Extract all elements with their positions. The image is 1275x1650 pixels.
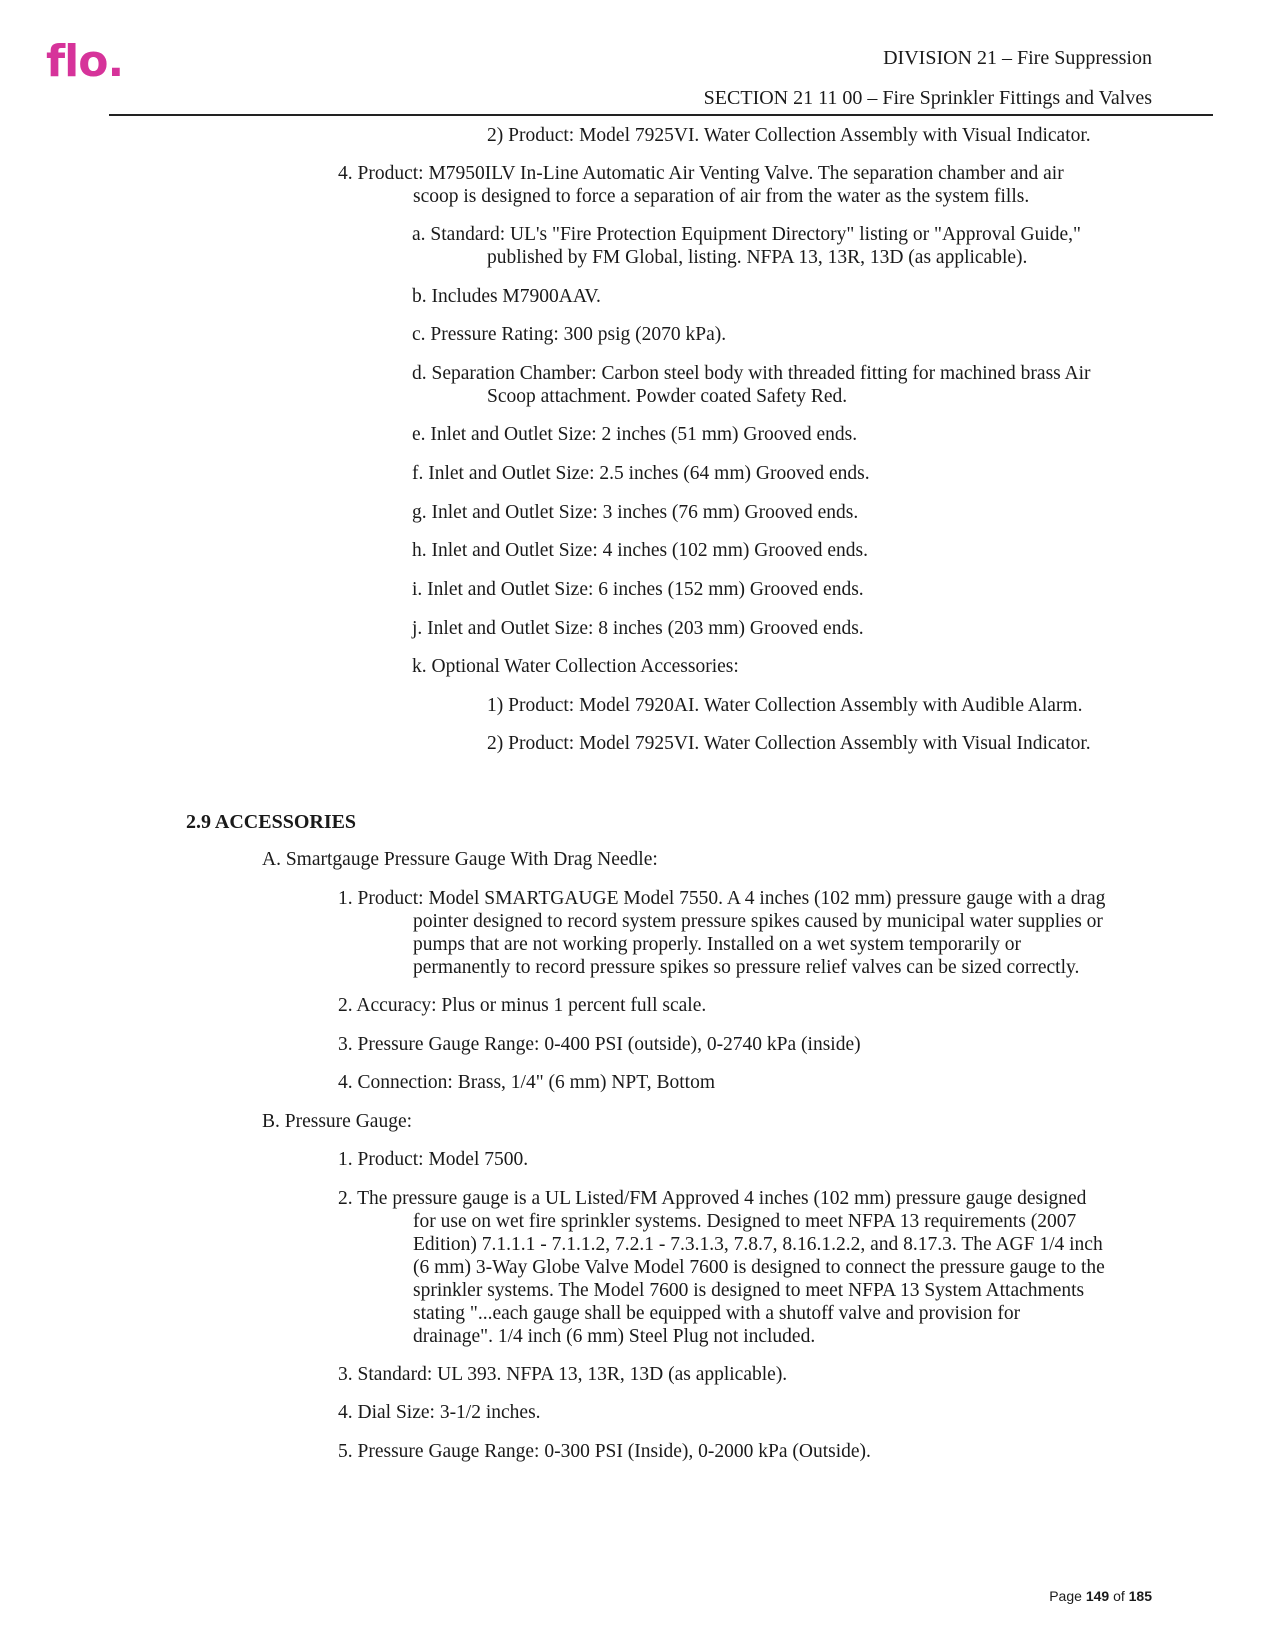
total-pages: 185 — [1128, 1588, 1152, 1604]
page-word: Page — [1049, 1588, 1082, 1604]
section-heading: 2.9 ACCESSORIES — [186, 811, 357, 833]
list-item: 4. Product: M7950ILV In-Line Automatic Air Venting Valve. The separation chamber and air — [338, 163, 1064, 184]
list-item: 1. Product: Model SMARTGAUGE Model 7550. A 4 inches (102 mm) pressure gauge with a drag — [338, 888, 1106, 909]
subsection-title: B. Pressure Gauge: — [262, 1111, 413, 1132]
flo-logo: flo. — [46, 36, 124, 87]
list-item: c. Pressure Rating: 300 psig (2070 kPa). — [412, 324, 727, 345]
section-title: SECTION 21 11 00 – Fire Sprinkler Fittings and Valves — [703, 87, 1152, 109]
list-item-continuation: Scoop attachment. Powder coated Safety Red. — [487, 386, 848, 407]
division-title: DIVISION 21 – Fire Suppression — [883, 47, 1152, 69]
list-item-continuation: pointer designed to record system pressure spikes caused by municipal water supplies or — [413, 911, 1103, 932]
list-item: 3. Standard: UL 393. NFPA 13, 13R, 13D (as applicable). — [338, 1364, 788, 1385]
list-item-continuation: Edition) 7.1.1.1 - 7.1.1.2, 7.2.1 - 7.3.1.3, 7.8.7, 8.16.1.2.2, and 8.17.3. The AGF 1/4 inch — [413, 1234, 1103, 1255]
list-item-continuation: sprinkler systems. The Model 7600 is designed to meet NFPA 13 System Attachments — [413, 1280, 1085, 1301]
list-item: a. Standard: UL's "Fire Protection Equipment Directory" listing or "Approval Guide," — [412, 224, 1081, 245]
list-item: 1. Product: Model 7500. — [338, 1149, 529, 1170]
of-word: of — [1113, 1588, 1125, 1604]
list-item-continuation: (6 mm) 3-Way Globe Valve Model 7600 is designed to connect the pressure gauge to the — [413, 1257, 1105, 1278]
list-item: 3. Pressure Gauge Range: 0-400 PSI (outside), 0-2740 kPa (inside) — [338, 1034, 861, 1055]
page-number — [1049, 1588, 1152, 1604]
list-item: g. Inlet and Outlet Size: 3 inches (76 mm) Grooved ends. — [412, 502, 859, 523]
list-item-continuation: scoop is designed to force a separation of air from the water as the system fills. — [413, 186, 1030, 207]
list-item: h. Inlet and Outlet Size: 4 inches (102 mm) Grooved ends. — [412, 540, 868, 561]
list-item: 2. Accuracy: Plus or minus 1 percent full scale. — [338, 995, 707, 1016]
current-page: 149 — [1085, 1588, 1110, 1604]
list-item-continuation: drainage". 1/4 inch (6 mm) Steel Plug not included. — [413, 1326, 816, 1347]
list-item: 1) Product: Model 7920AI. Water Collection Assembly with Audible Alarm. — [487, 695, 1083, 716]
list-item: d. Separation Chamber: Carbon steel body with threaded fitting for machined brass Air — [412, 363, 1091, 384]
list-item: 2) Product: Model 7925VI. Water Collection Assembly with Visual Indicator. — [487, 125, 1091, 146]
list-item: 4. Connection: Brass, 1/4" (6 mm) NPT, Bottom — [338, 1072, 716, 1093]
list-item: 2. The pressure gauge is a UL Listed/FM Approved 4 inches (102 mm) pressure gauge designed — [338, 1188, 1087, 1209]
list-item: 5. Pressure Gauge Range: 0-300 PSI (Inside), 0-2000 kPa (Outside). — [338, 1441, 871, 1462]
list-item: b. Includes M7900AAV. — [412, 286, 601, 307]
list-item: 4. Dial Size: 3-1/2 inches. — [338, 1402, 541, 1423]
list-item-continuation: permanently to record pressure spikes so pressure relief valves can be sized correctly. — [413, 957, 1080, 978]
list-item: 2) Product: Model 7925VI. Water Collection Assembly with Visual Indicator. — [487, 733, 1091, 754]
list-item: k. Optional Water Collection Accessories: — [412, 656, 739, 677]
list-item: e. Inlet and Outlet Size: 2 inches (51 mm) Grooved ends. — [412, 424, 858, 445]
header-divider — [109, 114, 1213, 116]
subsection-title: A. Smartgauge Pressure Gauge With Drag Needle: — [262, 849, 658, 870]
list-item: j. Inlet and Outlet Size: 8 inches (203 mm) Grooved ends. — [412, 618, 864, 639]
list-item: i. Inlet and Outlet Size: 6 inches (152 mm) Grooved ends. — [412, 579, 864, 600]
list-item-continuation: stating "...each gauge shall be equipped with a shutoff valve and provision for — [413, 1303, 1021, 1324]
list-item: f. Inlet and Outlet Size: 2.5 inches (64 mm) Grooved ends. — [412, 463, 870, 484]
list-item-continuation: pumps that are not working properly. Installed on a wet system temporarily or — [413, 934, 1021, 955]
list-item-continuation: for use on wet fire sprinkler systems. Designed to meet NFPA 13 requirements (2007 — [413, 1211, 1077, 1232]
list-item-continuation: published by FM Global, listing. NFPA 13, 13R, 13D (as applicable). — [487, 247, 1028, 268]
